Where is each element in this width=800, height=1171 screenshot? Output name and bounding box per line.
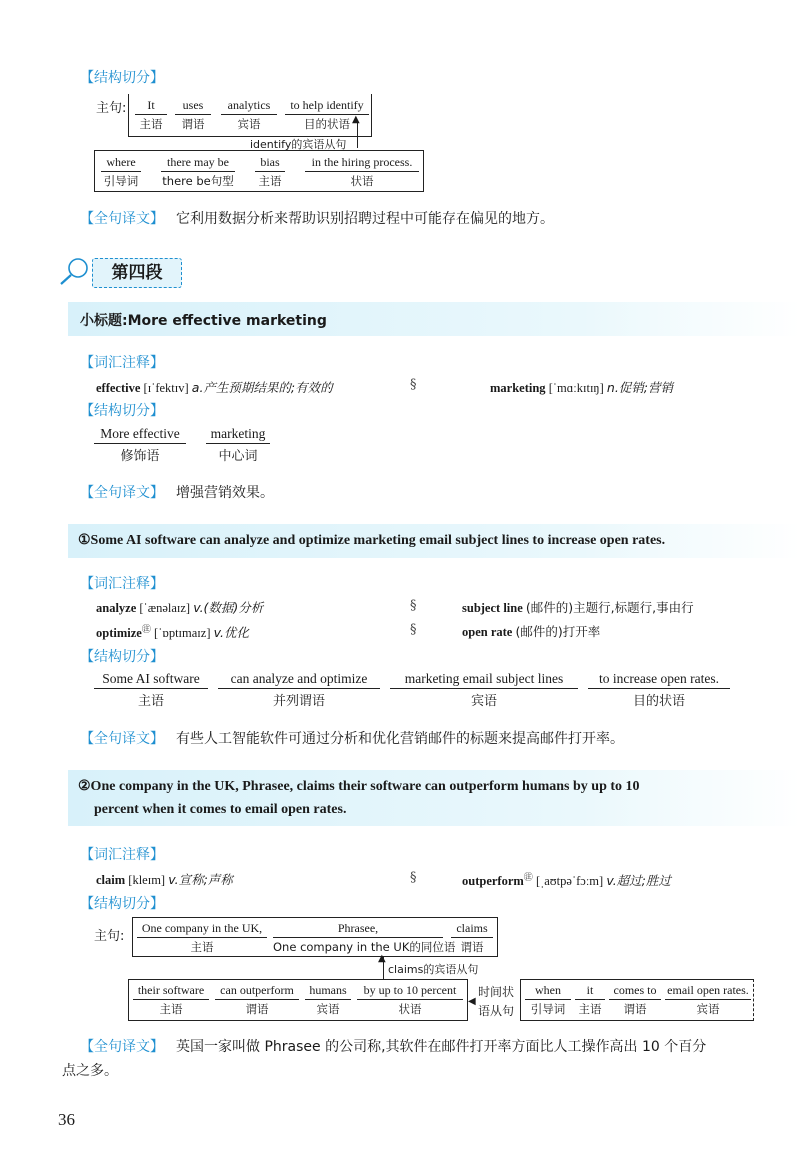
vocab-tag: 【词汇注释】: [80, 576, 164, 592]
vocab-entry: open rate (邮件的)打开率: [462, 624, 601, 639]
main-clause-label: 主句:: [96, 101, 127, 116]
translation-text-line-2: 点之多。: [62, 1063, 118, 1079]
time-clause-box: [520, 979, 754, 1021]
cell-subject: it 主语: [575, 983, 605, 1017]
sub-clause-box: [94, 150, 424, 192]
translation-tag: 【全句译文】: [80, 485, 164, 501]
cell-purpose: to increase open rates. 目的状语: [588, 671, 730, 709]
wave-separator-icon: §: [410, 598, 417, 613]
main-clause-label: 主句:: [94, 929, 125, 944]
cell-object: email open rates. 宾语: [665, 983, 751, 1017]
cell-adverbial: by up to 10 percent 状语: [357, 983, 463, 1017]
cell-head: marketing 中心词: [206, 426, 270, 464]
cell-subject: One company in the UK, 主语: [137, 921, 267, 955]
structure-tag: 【结构切分】: [80, 70, 164, 86]
cell-verb: can outperform 谓语: [215, 983, 299, 1017]
cell-intro: when 引导词: [525, 983, 571, 1017]
translation-tag: 【全句译文】: [80, 731, 164, 747]
arrow-left-icon: ◀: [468, 996, 476, 1007]
wave-separator-icon: §: [410, 377, 417, 392]
vocab-entry: subject line (邮件的)主题行,标题行,事由行: [462, 600, 694, 615]
translation-text-line-1: 英国一家叫做 Phrasee 的公司称,其软件在邮件打开率方面比人工操作高出 10 个百分: [176, 1039, 707, 1055]
translation-text: 它利用数据分析来帮助识别招聘过程中可能存在偏见的地方。: [176, 211, 554, 227]
cell-subject: Some AI software 主语: [94, 671, 208, 709]
cell-verb: claims 谓语: [451, 921, 493, 955]
cell-verb: comes to 谓语: [609, 983, 661, 1017]
cell-appositive: Phrasee, One company in the UK的同位语: [273, 921, 456, 954]
clause-label: identify的宾语从句: [250, 138, 347, 151]
main-clause-box: [128, 94, 372, 137]
cell-intro: where 引导词: [101, 155, 141, 189]
structure-tag: 【结构切分】: [80, 896, 164, 912]
cell-object: analytics 宾语: [221, 98, 277, 132]
cell-there-be: there may be there be句型: [162, 155, 234, 188]
cell-subject: their software 主语: [133, 983, 209, 1017]
vocab-entry: claim [kleɪm] v.宣称;声称: [96, 872, 233, 887]
vocab-entry: marketing [ˈmɑːkɪtɪŋ] n.促销;营销: [490, 380, 673, 395]
wave-separator-icon: §: [410, 622, 417, 637]
time-label-1: 时间状: [478, 985, 515, 999]
translation-tag: 【全句译文】: [80, 211, 164, 227]
vocab-tag: 【词汇注释】: [80, 847, 164, 863]
sentence-2-line-2: percent when it comes to email open rates.: [94, 802, 347, 817]
arrow-up-icon: ▲: [378, 953, 386, 964]
sentence-1: ①Some AI software can analyze and optimize marketing email subject lines to increase open rates.: [78, 533, 666, 548]
section-title-box: [92, 258, 182, 288]
main-clause-box: [132, 917, 498, 957]
wave-separator-icon: §: [410, 870, 417, 885]
cell-purpose: to help identify 目的状语: [285, 98, 369, 132]
translation-tag: 【全句译文】: [80, 1039, 164, 1055]
cell-object: marketing email subject lines 宾语: [390, 671, 578, 709]
vocab-tag: 【词汇注释】: [80, 355, 164, 371]
translation-text: 增强营销效果。: [176, 485, 274, 501]
cell-object: humans 宾语: [305, 983, 351, 1017]
cell-verb: uses 谓语: [175, 98, 211, 132]
translation-text: 有些人工智能软件可通过分析和优化营销邮件的标题来提高邮件打开率。: [176, 731, 624, 747]
clause-label: claims的宾语从句: [388, 963, 479, 976]
vocab-entry: optimize㊟ [ˈɒptɪmaɪz] v.优化: [96, 624, 249, 641]
vocab-entry: effective [ɪˈfektɪv] a.产生预期结果的;有效的: [96, 380, 333, 395]
arrow-up-icon: ▲: [352, 114, 360, 125]
sentence-2-line-1: ②One company in the UK, Phrasee, claims their software can outperform humans by up to 10: [78, 779, 640, 794]
structure-tag: 【结构切分】: [80, 649, 164, 665]
cell-modifier: More effective 修饰语: [94, 426, 186, 464]
subtitle: 小标题:More effective marketing: [80, 313, 327, 329]
cell-verb: can analyze and optimize 并列谓语: [218, 671, 380, 709]
time-label-2: 语从句: [478, 1004, 515, 1018]
sub-clause-box: [128, 979, 468, 1021]
vocab-entry: analyze [ˈænəlaɪz] v.(数据)分析: [96, 600, 264, 615]
page-number: 36: [58, 1110, 75, 1129]
cell-subject: It 主语: [135, 98, 167, 132]
cell-bias: bias 主语: [255, 155, 285, 189]
vocab-entry: outperform㊟ [ˌaʊtpəˈfɔːm] v.超过;胜过: [462, 872, 671, 889]
magnifier-icon: [58, 256, 94, 286]
structure-tag: 【结构切分】: [80, 403, 164, 419]
section-title: 第四段: [111, 263, 163, 283]
arrow-line: [357, 122, 358, 148]
cell-adverbial: in the hiring process. 状语: [305, 155, 419, 189]
